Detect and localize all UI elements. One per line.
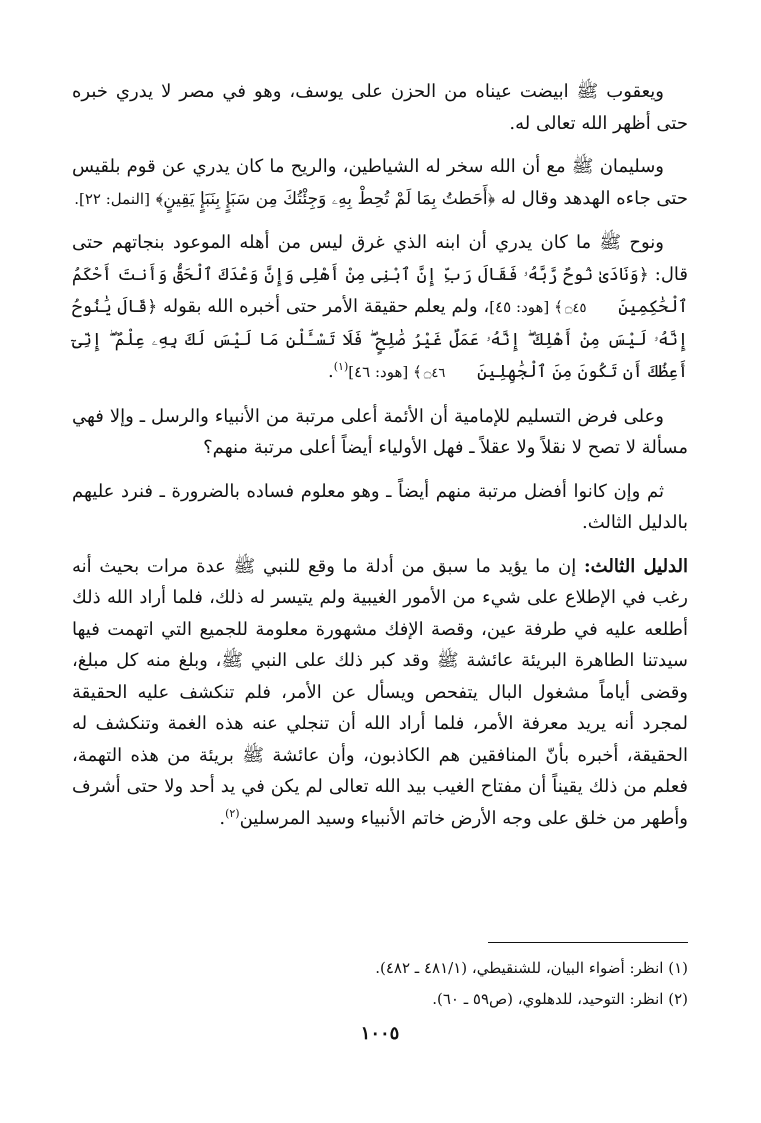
footnote-marker[interactable]: (١) <box>333 360 349 373</box>
verse-number-ornament: ۝٤٥ <box>564 301 587 316</box>
verse-number-ornament: ۝٤٦ <box>423 366 446 381</box>
paragraph-sulayman <box>72 151 688 215</box>
paragraph-nuh <box>72 227 688 389</box>
quran-verse: ﴿وَنَادَىٰ نُوحٌ رَّبَّهُۥ فَقَالَ رَبِّ إِنَّ ٱبْنِى مِنْ أَهْلِى وَإِنَّ وَعْدَكَ ٱلْحَقُّ وَأَنتَ أَحْكَمُ ٱلْحَٰكِمِينَ <box>72 264 689 317</box>
verse-reference: ﴾ [هود: ٤٥] <box>489 298 563 316</box>
paragraph-yaqub <box>72 76 688 139</box>
paragraph-rank <box>72 476 688 539</box>
paragraph-imamiyya <box>72 401 688 464</box>
paragraph-third-evidence <box>72 551 688 835</box>
footnotes <box>300 953 688 1015</box>
paragraph-end: . <box>219 807 226 829</box>
paragraph-text: ويعقوب ﷺ ابيضت عيناه من الحزن على يوسف، وهو في مصر لا يدري خبره حتى أظهر الله تعالى له. <box>72 81 688 134</box>
paragraph-text: وعلى فرض التسليم للإمامية أن الأئمة أعلى مرتبة من الأنبياء والرسل ـ وإلا فهي مسألة لا تصح لا نقلاً ولا عقلاً ـ فهل الأولياء أيضاً أعلى مرتبة منهم؟ <box>72 405 688 458</box>
page-number: ١٠٠٥ <box>360 1023 400 1044</box>
quran-verse: ﴿أَحَطتُ بِمَا لَمْ تُحِطْ بِهِۦ وَجِئْتُكَ مِن سَبَإٍ بِنَبَإٍ يَقِينٍ﴾ <box>155 188 496 209</box>
verse-number: ٤٦ <box>431 366 446 381</box>
verse-reference: ﴾ [هود: ٤٦] <box>348 363 422 381</box>
quran-verse: ﴿قَالَ يَٰنُوحُ إِنَّهُۥ لَيْسَ مِنْ أَهْلِكَ ۖ إِنَّهُۥ عَمَلٌ غَيْرُ صَٰلِحٍ ۖ فَلَا تَسْـَٔلْنِ مَا لَيْسَ لَكَ بِهِۦ عِلْمٌ ۖ إِنِّىٓ أَعِظُكَ أَن تَكُونَ مِنَ ٱلْجَٰهِلِينَ <box>72 297 688 382</box>
verse-reference: [النمل: ٢٢]. <box>74 189 150 208</box>
footnote-2: (٢) انظر: التوحيد، للدهلوي، (ص٥٩ ـ ٦٠). <box>432 990 688 1008</box>
paragraph-text: ، ولم يعلم حقيقة الأمر حتى أخبره الله بقوله <box>162 296 490 317</box>
footnote-1: (١) انظر: أضواء البيان، للشنقيطي، (٤٨١/١ ـ ٤٨٢). <box>375 959 688 977</box>
paragraph-text: ونوح ﷺ ما كان يدري أن ابنه الذي غرق ليس من أهله الموعود بنجاتهم حتى قال: <box>72 232 688 285</box>
page-body <box>72 76 688 846</box>
paragraph-end: . <box>327 361 334 382</box>
verse-number: ٤٥ <box>572 301 587 316</box>
paragraph-text: ثم وإن كانوا أفضل مرتبة منهم أيضاً ـ وهو معلوم فساده بالضرورة ـ فنرد عليهم بالدليل الثالث. <box>72 480 688 533</box>
paragraph-text: إن ما يؤيد ما سبق من أدلة ما وقع للنبي ﷺ عدة مرات بحيث أنه رغب في الإطلاع على شيء من الأمور الغيبية ولم يتيسر له ذلك، فلما أراد الله ذلك أطلعه عليه في طرفة عين، وقصة الإفك مشهورة معلومة للجميع التي اتهمت فيها سيدتنا الطاهرة البريئة عائشة ﷺ وقد كبر ذلك على النبي ﷺ، وبلغ منه كل مبلغ، وقضى أياماً مشغول البال يتفحص ويسأل عن الأمر، فلم تنكشف عليه الحقيقة لمجرد أنه يريد معرفة الأمر، فلما أراد الله أن تنجلي عنه هذه الغمة وتنكشف له الحقيقة، أخبره بأنّ المنافقين هم الكاذبون، وأن عائشة ﷺ بريئة من هذه التهمة، فعلم من ذلك يقيناً أن مفتاح الغيب بيد الله تعالى لم يكن في يد أحد ولا حتى أشرف وأطهر من خلق على وجه الأرض خاتم الأنبياء وسيد المرسلين <box>72 555 688 829</box>
footnote-separator <box>488 942 688 943</box>
paragraph-text: وسليمان ﷺ مع أن الله سخر له الشياطين، والريح ما كان يدري عن قوم بلقيس حتى جاءه الهدهد وقال له <box>72 156 688 209</box>
footnote-marker[interactable]: (٢) <box>225 806 240 820</box>
section-label: الدليل الثالث: <box>584 555 688 577</box>
